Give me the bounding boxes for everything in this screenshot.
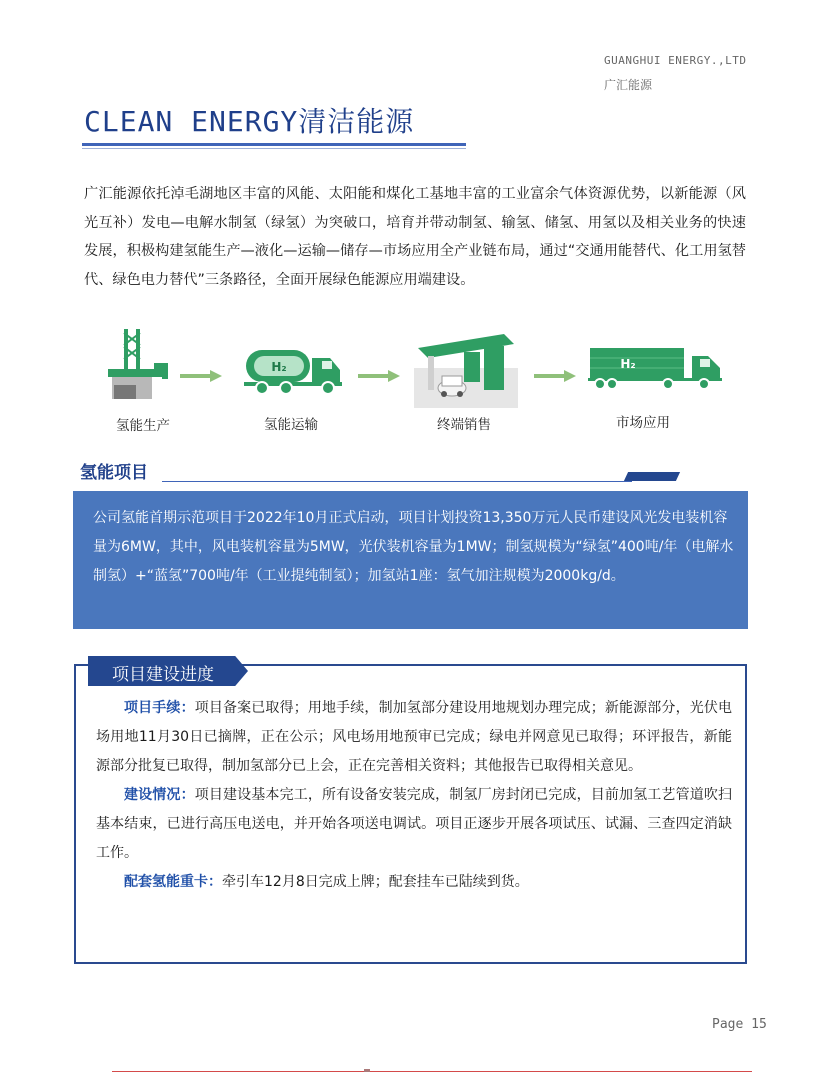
- title-underline: [82, 143, 466, 146]
- footer-rule: [112, 1071, 752, 1072]
- hydrogen-summary-text: 公司氢能首期示范项目于2022年10月正式启动，项目计划投资13,350万元人民币建设风光发电装机容量为6MW，其中，风电装机容量为5MW，光伏装机容量为1MW；制氢规模为“绿氢”400吨/年（电解水制氢）+“蓝氢”700吨/年（工业提纯制氢）；加氢站1座：氢气加注规模为2000kg/d。: [93, 510, 734, 584]
- flow-arrow-2: [358, 367, 400, 379]
- intro-paragraph: 广汇能源依托淖毛湖地区丰富的风能、太阳能和煤化工基地丰富的工业富余气体资源优势，以新能源（风光互补）发电—电解水制氢（绿氢）为突破口，培育并带动制氢、输氢、储氢、用氢以及相关业务的快速发展，积极构建氢能生产—液化—运输—储存—市场应用全产业链布局，通过“交通用能替代、化工用氢替代、绿色电力替代”三条路径，全面开展绿色能源应用端建设。: [84, 186, 746, 288]
- progress-content: [96, 694, 732, 897]
- progress-item-label: 建设情况：: [124, 787, 195, 803]
- flow-step-label: 氢能生产: [116, 418, 170, 434]
- page-number: Page 15: [712, 1017, 767, 1032]
- page-title: CLEAN ENERGY清洁能源: [84, 105, 415, 138]
- progress-item-text: 牵引车12月8日完成上牌；配套挂车已陆续到货。: [222, 874, 529, 890]
- flow-step-label: 市场应用: [616, 415, 670, 431]
- hydrogen-production-icon: [100, 325, 180, 410]
- flow-arrow-1: [180, 367, 222, 379]
- flow-arrow-3: [534, 367, 576, 379]
- company-name-cn: 广汇能源: [604, 78, 653, 92]
- truck-h2-label: H₂: [271, 360, 287, 374]
- progress-title: 项目建设进度: [112, 665, 214, 685]
- section-accent-bar: [624, 472, 680, 481]
- progress-item-text: 项目备案已取得；用地手续，制加氢部分建设用地规划办理完成；新能源部分，光伏电场用地11月30日已摘牌，正在公示；风电场用地预审已完成；绿电并网意见已取得；环评报告，新能源部分批复已取得，制加氢部分已上会，正在完善相关资料；其他报告已取得相关意见。: [96, 700, 733, 774]
- section-divider: [162, 481, 632, 482]
- footer-mark: [364, 1069, 370, 1072]
- flow-step-label: 氢能运输: [264, 417, 318, 433]
- trailer-h2-label: H₂: [620, 357, 636, 371]
- progress-item-text: 项目建设基本完工，所有设备安装完成，制氢厂房封闭已完成，目前加氢工艺管道吹扫基本结束，已进行高压电送电，并开始各项送电调试。项目正逐步开展各项试压、试漏、三查四定消缺工作。: [96, 787, 733, 861]
- progress-item-label: 项目手续：: [124, 700, 195, 716]
- fueling-station-icon: [414, 328, 518, 408]
- progress-item: [96, 868, 732, 897]
- progress-item-label: 配套氢能重卡：: [124, 874, 222, 890]
- company-name-en: GUANGHUI ENERGY.,LTD: [604, 54, 747, 67]
- hydrogen-truck-icon: [244, 346, 344, 396]
- progress-item: [96, 781, 732, 868]
- title-underline-thin: [82, 148, 466, 149]
- hydrogen-section-title: 氢能项目: [80, 463, 148, 483]
- tube-trailer-icon: [588, 346, 724, 392]
- progress-item: [96, 694, 732, 781]
- flow-step-label: 终端销售: [437, 417, 491, 433]
